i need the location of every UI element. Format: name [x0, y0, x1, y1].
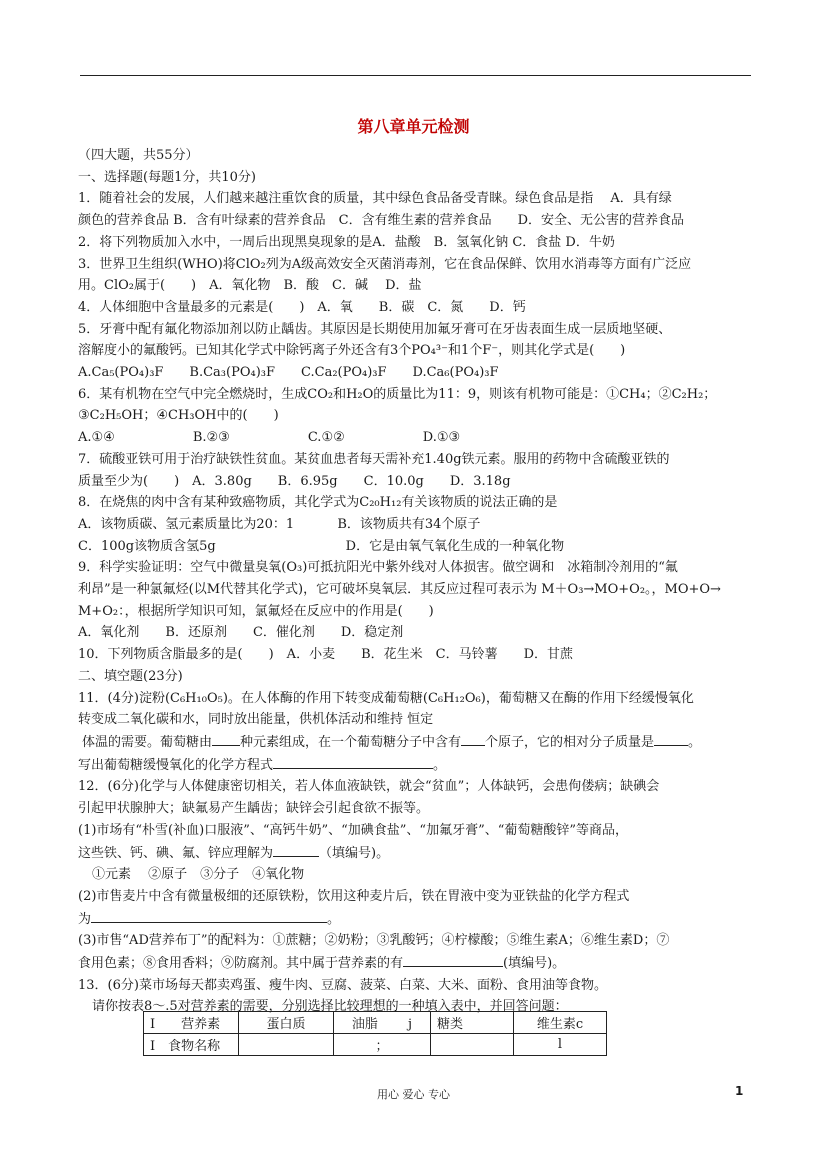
- table-cell[interactable]: [431, 1034, 514, 1056]
- q11-text: 。: [688, 734, 702, 750]
- text-line: 1．随着社会的发展，人们越来越注重饮食的质量，其中绿色食品备受青睐。绿色食品是指 A．具有绿: [78, 191, 672, 207]
- q12-text: （填编号)。: [319, 845, 390, 861]
- answer-blank[interactable]: [654, 731, 688, 746]
- section-heading: 一、选择题(每题1分，共10分): [78, 169, 256, 185]
- q11-text: 体温的需要。葡萄糖由: [82, 734, 213, 750]
- table-cell: 维生素c: [514, 1012, 607, 1034]
- text-line: 4．人体细胞中含量最多的元素是( ) A．氧 B．碳 C．氮 D．钙: [78, 299, 526, 315]
- table-cell[interactable]: [239, 1034, 334, 1056]
- text-line: 利昂”是一种氯氟烃(以M代替其化学式)，它可破坏臭氧层．其反应过程可表示为 M＋O₃→MO+O₂。，MO+O→: [78, 582, 721, 598]
- answer-blank[interactable]: [461, 731, 485, 746]
- q12-text: (填编号)。: [503, 956, 566, 972]
- text-line: 13．(6分)菜市场每天都卖鸡蛋、瘦牛肉、豆腐、菠菜、白菜、大米、面粉、食用油等食物。: [78, 977, 607, 993]
- page-title: 第八章单元检测: [357, 117, 470, 136]
- text-line: (1)市场有“朴雪(补血)口服液”、“高钙牛奶”、“加碘食盐”、“加氟牙膏”、“葡萄糖酸锌”等商品，: [78, 822, 629, 838]
- text-line: 5．牙膏中配有氟化物添加剂以防止龋齿。其原因是长期使用加氟牙膏可在牙齿表面生成一层质地坚硬、: [78, 321, 672, 337]
- q12-part2-line: [78, 908, 750, 931]
- answer-blank[interactable]: [273, 754, 433, 769]
- page-footer: 用心 爱心 专心: [377, 1088, 450, 1101]
- table-cell: I 营养素: [144, 1012, 239, 1034]
- q11-equation-line: [78, 754, 750, 777]
- table-cell: 糖类: [431, 1012, 514, 1034]
- text-line: 10．下列物质含脂最多的是( ) A．小麦 B．花生米 C．马铃薯 D．甘蔗: [78, 647, 573, 663]
- text-line: C．100g该物质含氢5g D．它是由氧气氧化生成的一种氧化物: [78, 538, 565, 554]
- table-cell: I 食物名称: [144, 1034, 239, 1056]
- text-line: 2．将下列物质加入水中，一周后出现黑臭现象的是A．盐酸 B．氢氧化钠 C．食盐 D．牛奶: [78, 234, 615, 250]
- text-line: ③C₂H₅OH；④CH₃OH中的( ): [78, 408, 279, 424]
- text-line: 溶解度小的氟酸钙。已知其化学式中除钙离子外还含有3个PO₄³⁻和1个F⁻，则其化学式是( ): [78, 343, 626, 359]
- text-line: A．该物质碳、氢元素质量比为20：1 B．该物质共有34个原子: [78, 516, 481, 532]
- text-line: A.①④ B.②③ C.①② D.①③: [78, 430, 461, 446]
- text-line: 质量至少为( ) A．3.80g B．6.95g C．10.0g D．3.18g: [78, 473, 511, 489]
- text-line: 9．科学实验证明：空气中微量臭氧(O₃)可抵抗阳光中紫外线对人体损害。做空调和 冰箱制冷剂用的“氟: [78, 560, 678, 576]
- text-line: 11．(4分)淀粉(C₆H₁₀O₅)。在人体酶的作用下转变成葡萄糖(C₆H₁₂O₆)，葡萄糖又在酶的作用下经缓慢氧化: [78, 690, 694, 706]
- text-line: 颜色的营养食品 B．含有叶绿素的营养食品 C．含有维生素的营养食品 D．安全、无公害的营养食品: [78, 213, 685, 229]
- text-line: 7．硫酸亚铁可用于治疗缺铁性贫血。某贫血患者每天需补充1.40g铁元素。服用的药物中含硫酸亚铁的: [78, 451, 670, 467]
- text-line: 6．某有机物在空气中完全燃烧时，生成CO₂和H₂O的质量比为11：9，则该有机物可能是：①CH₄；②C₂H₂；: [78, 386, 717, 402]
- q11-text: 种元素组成，在一个葡萄糖分子中含有: [240, 734, 462, 750]
- text-line: A．氧化剂 B．还原剂 C．催化剂 D．稳定剂: [78, 625, 404, 641]
- text-line: A.Ca₅(PO₄)₃F B.Ca₃(PO₄)₃F C.Ca₂(PO₄)₃F D.Ca₆(PO₄)₃F: [78, 365, 499, 381]
- text-line: 请你按表8～.5对营养素的需要，分别选择比较理想的一种填入表中，并回答问题：: [92, 999, 568, 1015]
- q11-text: 。: [433, 757, 447, 773]
- document-body: [78, 145, 750, 1018]
- q11-text: 写出葡萄糖缓慢氧化的化学方程式: [78, 757, 274, 773]
- text-line: 3．世界卫生组织(WHO)将ClO₂列为A级高效安全灭菌消毒剂，它在食品保鲜、饮用水消毒等方面有广泛应: [78, 256, 692, 272]
- q11-text: 个原子，它的相对分子质量是: [485, 734, 655, 750]
- text-line: 8．在烧焦的肉中含有某种致癌物质，其化学式为C₂₀H₁₂有关该物质的说法正确的是: [78, 495, 558, 511]
- table-row: [144, 1034, 607, 1056]
- table-cell: 油脂 j: [334, 1012, 431, 1034]
- table-row: [144, 1012, 607, 1034]
- page-number: 1: [735, 1084, 744, 1098]
- q12-text: 为: [78, 911, 92, 927]
- answer-blank[interactable]: [212, 731, 240, 746]
- text-line: (3)市售“AD营养布丁”的配料为：①蔗糖；②奶粉；③乳酸钙；④柠檬酸；⑤维生素A；⑥维生素D；⑦: [78, 933, 670, 949]
- text-line: 用。ClO₂属于( ) A．氧化物 B．酸 C．碱 D．盐: [78, 278, 422, 294]
- header-rule: [80, 75, 751, 76]
- q12-text: 食用色素；⑧食用香料；⑨防腐剂。其中属于营养素的有: [78, 956, 404, 972]
- answer-blank[interactable]: [273, 842, 319, 857]
- answer-blank[interactable]: [91, 908, 327, 923]
- q12-part1-line: [78, 842, 750, 865]
- q12-text: 。: [327, 911, 341, 927]
- answer-blank[interactable]: [403, 952, 503, 967]
- section-heading: 二、填空题(23分): [78, 668, 183, 684]
- q12-text: 这些铁、钙、碘、氟、锌应理解为: [78, 845, 274, 861]
- table-cell: 蛋白质: [239, 1012, 334, 1034]
- table-cell[interactable]: ；: [334, 1034, 431, 1056]
- nutrient-table: [143, 1011, 607, 1056]
- q11-fill-line: [78, 731, 750, 754]
- text-line: (2)市售麦片中含有微量极细的还原铁粉，饮用这种麦片后，铁在胃液中变为亚铁盐的化学方程式: [78, 888, 630, 904]
- text-line: M+O₂：，根据所学知识可知，氯氟烃在反应中的作用是( ): [78, 603, 434, 619]
- table-cell[interactable]: l: [514, 1034, 607, 1056]
- q12-options: ①元素 ②原子 ③分子 ④氧化物: [92, 867, 305, 883]
- q12-part3-line: [78, 952, 750, 975]
- text-line: 转变成二氧化碳和水，同时放出能量，供机体活动和维持 恒定: [78, 712, 434, 728]
- text-line: （四大题，共55分）: [78, 148, 199, 163]
- text-line: 12．(6分)化学与人体健康密切相关，若人体血液缺铁，就会“贫血”；人体缺钙，会患佝偻病；缺碘会: [78, 779, 660, 795]
- text-line: 引起甲状腺肿大；缺氟易产生龋齿；缺锌会引起食欲不振等。: [78, 801, 430, 817]
